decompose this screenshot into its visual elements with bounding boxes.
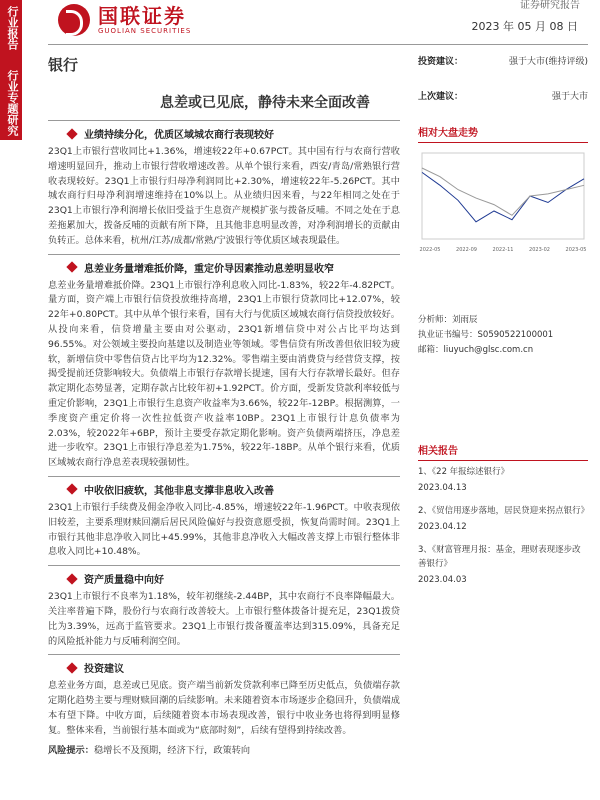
chart-x-tick-label: 2022-05 xyxy=(419,247,441,253)
related-reports-title: 相关报告 xyxy=(418,442,588,461)
report-date: 2023 年 05 月 08 日 xyxy=(471,20,578,33)
section-heading-text: 业绩持续分化，优质区域城农商行表现较好 xyxy=(84,130,274,141)
analyst-cert: S0590522100001 xyxy=(477,330,554,340)
related-report-title: 3、《财富管理月报：基金，理财表现逐步改善银行》 xyxy=(418,545,581,569)
rating-current-value: 强于大市(维持评级) xyxy=(508,57,588,67)
side-label-type: 行业专题研究 xyxy=(6,70,19,136)
brand-name-cn: 国联证券 xyxy=(98,4,186,28)
chart-x-tick-label: 2022-09 xyxy=(456,247,477,253)
section-heading-text: 资产质量稳中向好 xyxy=(84,575,164,587)
rating-current-label: 投资建议： xyxy=(418,57,464,67)
related-report-date: 2023.04.13 xyxy=(418,483,467,493)
related-report-item[interactable] xyxy=(418,465,588,495)
analyst-name-row xyxy=(418,313,588,328)
chart-series-line-1 xyxy=(422,168,584,215)
related-report-title: 1、《22 年报综述银行》 xyxy=(418,467,510,477)
diamond-bullet-icon xyxy=(66,662,77,673)
chart-x-tick-label: 2023-02 xyxy=(529,247,550,253)
section-paragraph: 23Q1上市银行手续费及佣金净收入同比-4.85%，增速较22年-1.96PCT。中收表现依旧较差，主要系理财赎回潮后居民风险偏好与投资意愿受损，恢复尚需时间。23Q1上市银行其他非息净收入同比+45.99%，其他非息净收入大幅改善支撑上市银行整体非息收入同比+10.48%。 xyxy=(48,501,400,558)
related-report-date: 2023.04.12 xyxy=(418,522,467,532)
section-paragraph: 23Q1上市银行营收同比+1.36%，增速较22年+0.67PCT。其中国有行与农商行营收增速明显回升，推动上市银行营收增速改善。从单个银行来看，西安/青岛/常熟银行营收表现较好。23Q1上市银行归母净利润同比+2.30%，增速较22年-5.26PCT。其中城农商行归母净利润增速维持在10%以上。从业绩归因来看，与22年相同之处在于23Q1上市银行净利润增长依旧受益于生息资产规模扩张与拨备反哺。不同之处在于息差拖累加大，拨备反哺的贡献有所下降，且其他非息明显改善，对净利润增长的贡献由负转正。总体来看，杭州/江苏/成都/常熟/宁波银行等优质区域表现最佳。 xyxy=(48,146,400,246)
diamond-bullet-icon xyxy=(66,484,77,495)
brand-logo xyxy=(58,4,191,36)
analyst-name-label: 分析师： xyxy=(418,315,453,325)
relative-performance-chart xyxy=(418,147,588,257)
risk-text: 稳增长不及预期，经济下行，政策转向 xyxy=(93,744,251,756)
chart-frame xyxy=(422,153,584,239)
analyst-email-row xyxy=(418,343,588,358)
sidebar-info xyxy=(418,54,588,596)
section-paragraph: 23Q1上市银行不良率为1.18%，较年初继续-2.44BP，其中农商行不良率降幅最大。关注率普遍下降，股份行与农商行改善较大。上市银行整体拨备计提充足，23Q1拨贷比为3.39%，远高于监管要求。23Q1上市银行拨备覆盖率达到315.09%，具备充足的风险抵补能力与反哺利润空间。 xyxy=(48,591,400,647)
diamond-bullet-icon xyxy=(66,573,77,584)
related-report-date: 2023.04.03 xyxy=(418,575,467,585)
analyst-cert-row xyxy=(418,328,588,343)
risk-warning xyxy=(48,744,400,759)
chart-x-tick-label: 2023-05 xyxy=(565,247,587,253)
related-reports-list xyxy=(418,465,588,587)
section-heading xyxy=(48,565,400,586)
side-band xyxy=(0,0,22,800)
rating-previous-label: 上次建议： xyxy=(418,92,464,102)
chart-x-tick-label: 2022-11 xyxy=(492,247,514,253)
section-heading-text: 投资建议 xyxy=(84,664,124,676)
sector-name: 银行 xyxy=(48,56,79,74)
analyst-name: 刘雨辰 xyxy=(452,315,478,325)
report-tag: 证券研究报告 xyxy=(520,0,580,11)
side-label-report: 行业报告 xyxy=(6,6,19,50)
chart-series-line-0 xyxy=(422,172,584,221)
diamond-bullet-icon xyxy=(66,261,77,272)
main-content xyxy=(48,120,400,763)
section-heading-text: 中收依旧疲软，其他非息支撑非息收入改善 xyxy=(84,485,274,497)
section-paragraph: 息差业务方面，息差或已见底。资产端当前新发贷款利率已降至历史低点，负债端存款定期化趋势主要与理财赎回潮的后续影响。未来随着资本市场逐步企稳回升，负债端成本有望下降。中收方面，后续随着资本市场表现改善，银行中收业务也将得到明显修复。整体来看，当前银行基本面或为“底部时刻”，后续有望得到持续改善。 xyxy=(48,680,400,736)
diamond-bullet-icon xyxy=(66,128,77,139)
brand-name-en: GUOLIAN SECURITIES xyxy=(98,27,192,35)
rating-previous-value: 强于大市 xyxy=(551,92,588,102)
section-heading xyxy=(48,120,400,141)
related-report-title: 2、《贸信用逐步落地，居民贷迎来拐点银行》 xyxy=(418,506,590,516)
rating-current xyxy=(418,54,588,67)
related-report-item[interactable] xyxy=(418,504,588,534)
section-heading xyxy=(48,254,400,275)
section-heading-text: 息差业务量增难抵价降，重定价导因素推动息差明显收窄 xyxy=(84,263,334,275)
section-heading xyxy=(48,476,400,497)
analyst-cert-label: 执业证书编号： xyxy=(418,330,478,340)
section-paragraph: 息差业务量增难抵价降。23Q1上市银行净利息收入同比-1.83%，较22年-4.82PCT。量方面，资产端上市银行信贷投放维持高增，23Q1上市银行贷款同比+12.07%，较22年+0.80PCT。其中从单个银行来看，国有大行与优质区域城农商行信贷投放较好。从投向来看，信贷增量主要由对公驱动，23Q1新增信贷中对公占比平均达到96.55%。对公领域主要投向基建以及制造业等领域。零售信贷有所改善但依旧较为疲软，新增信贷中零售信贷占比平均为12.32%。零售端主要由消费贷与经营贷支撑，按揭受提前还贷影响较大。负债端上市银行存款增长提速，国有大行存款增长最好。但存款定期化态势显著，定期存款占比较年初+1.92PCT。价方面，受新发贷款利率较低与重定价影响，23Q1上市银行生息资产收益率为3.66%，较22年-12BP。根据测算，一季度资产重定价将一次性拉低资产收益率10BP。23Q1上市银行计息负债率为2.03%，较2022年+6BP，预计主要受存款定期化影响。资产负债两端挤压，净息差进一步收窄。23Q1上市银行净息差为1.75%，较22年-18BP。从单个银行来看，优质区域城农商行净息差表现较强韧性。 xyxy=(48,279,400,469)
chart-title: 相对大盘走势 xyxy=(418,124,588,143)
analyst-email-label: 邮箱： xyxy=(418,345,444,355)
section-heading xyxy=(48,654,400,675)
analyst-info xyxy=(418,313,588,358)
rating-previous xyxy=(418,89,588,102)
related-report-item[interactable] xyxy=(418,543,588,587)
header-divider xyxy=(48,44,588,45)
logo-icon xyxy=(58,4,90,36)
report-title: 息差或已见底，静待未来全面改善 xyxy=(160,95,370,111)
risk-label: 风险提示： xyxy=(48,744,94,756)
analyst-email[interactable]: liuyuch@glsc.com.cn xyxy=(443,345,534,355)
